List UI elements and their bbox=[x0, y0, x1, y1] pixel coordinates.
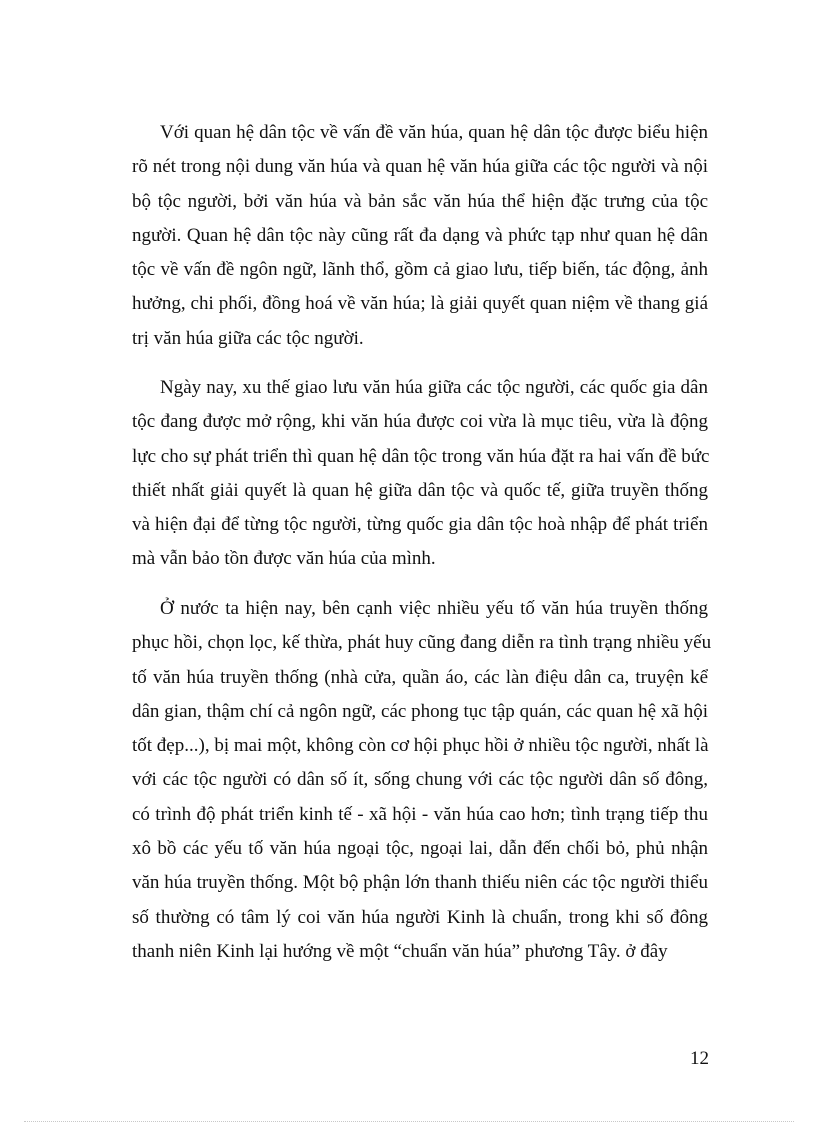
text-line: phục hồi, chọn lọc, kế thừa, phát huy cũng đang diễn ra tình trạng nhiều yếu bbox=[132, 632, 712, 654]
text-line: và hiện đại để từng tộc người, từng quốc gia dân tộc hoà nhập để phát triển bbox=[132, 514, 708, 536]
paragraph-2 bbox=[132, 371, 708, 577]
text-line: Ngày nay, xu thế giao lưu văn húa giữa các tộc người, các quốc gia dân bbox=[160, 377, 708, 398]
text-line: với các tộc người có dân số ít, sống chung với các tộc người dân số đông, bbox=[132, 769, 708, 791]
text-line: dân gian, thậm chí cả ngôn ngữ, các phong tục tập quán, các quan hệ xã hội bbox=[132, 700, 708, 722]
text-line: Ở nước ta hiện nay, bên cạnh việc nhiều yếu tố văn húa truyền thống bbox=[160, 598, 708, 619]
paragraph-1 bbox=[132, 116, 708, 356]
page-number: 12 bbox=[690, 1048, 709, 1069]
text-line: lực cho sự phát triển thì quan hệ dân tộc trong văn húa đặt ra hai vấn đề bức bbox=[132, 445, 710, 467]
text-line: có trình độ phát triển kinh tế - xã hội - văn húa cao hơn; tình trạng tiếp thu bbox=[132, 803, 708, 825]
text-line: tốt đẹp...), bị mai một, không còn cơ hội phục hồi ở nhiều tộc người, nhất là bbox=[132, 735, 709, 757]
text-line: xô bồ các yếu tố văn húa ngoại tộc, ngoại lai, dẫn đến chối bỏ, phủ nhận bbox=[132, 838, 708, 860]
text-line: mà vẫn bảo tồn được văn húa của mình. bbox=[132, 548, 436, 570]
text-line: Với quan hệ dân tộc về vấn đề văn húa, quan hệ dân tộc được biểu hiện bbox=[160, 122, 708, 143]
text-line: bộ tộc người, bởi văn húa và bản sắc văn húa thể hiện đặc trưng của tộc bbox=[132, 190, 708, 212]
text-line: thanh niên Kinh lại hướng về một “chuẩn văn húa” phương Tây. ở đây bbox=[132, 940, 668, 962]
text-line: tố văn húa truyền thống (nhà cửa, quần áo, các làn điệu dân ca, truyện kể bbox=[132, 666, 708, 688]
page-boundary-divider bbox=[24, 1121, 794, 1122]
text-line: người. Quan hệ dân tộc này cũng rất đa dạng và phức tạp như quan hệ dân bbox=[132, 224, 708, 246]
text-line: rõ nét trong nội dung văn húa và quan hệ văn húa giữa các tộc người và nội bbox=[132, 156, 708, 178]
text-line: tộc đang được mở rộng, khi văn húa được coi vừa là mục tiêu, vừa là động bbox=[132, 411, 708, 433]
text-line: thiết nhất giải quyết là quan hệ giữa dân tộc và quốc tế, giữa truyền thống bbox=[132, 479, 708, 501]
paragraph-3 bbox=[132, 592, 712, 969]
text-line: hưởng, chi phối, đồng hoá về văn húa; là giải quyết quan niệm về thang giá bbox=[132, 293, 708, 315]
text-line: số thường có tâm lý coi văn húa người Kinh là chuẩn, trong khi số đông bbox=[132, 906, 708, 928]
text-line: tộc về vấn đề ngôn ngữ, lãnh thổ, gồm cả giao lưu, tiếp biến, tác động, ảnh bbox=[132, 259, 708, 281]
text-line: văn húa truyền thống. Một bộ phận lớn thanh thiếu niên các tộc người thiểu bbox=[132, 872, 708, 894]
text-line: trị văn húa giữa các tộc người. bbox=[132, 327, 364, 349]
